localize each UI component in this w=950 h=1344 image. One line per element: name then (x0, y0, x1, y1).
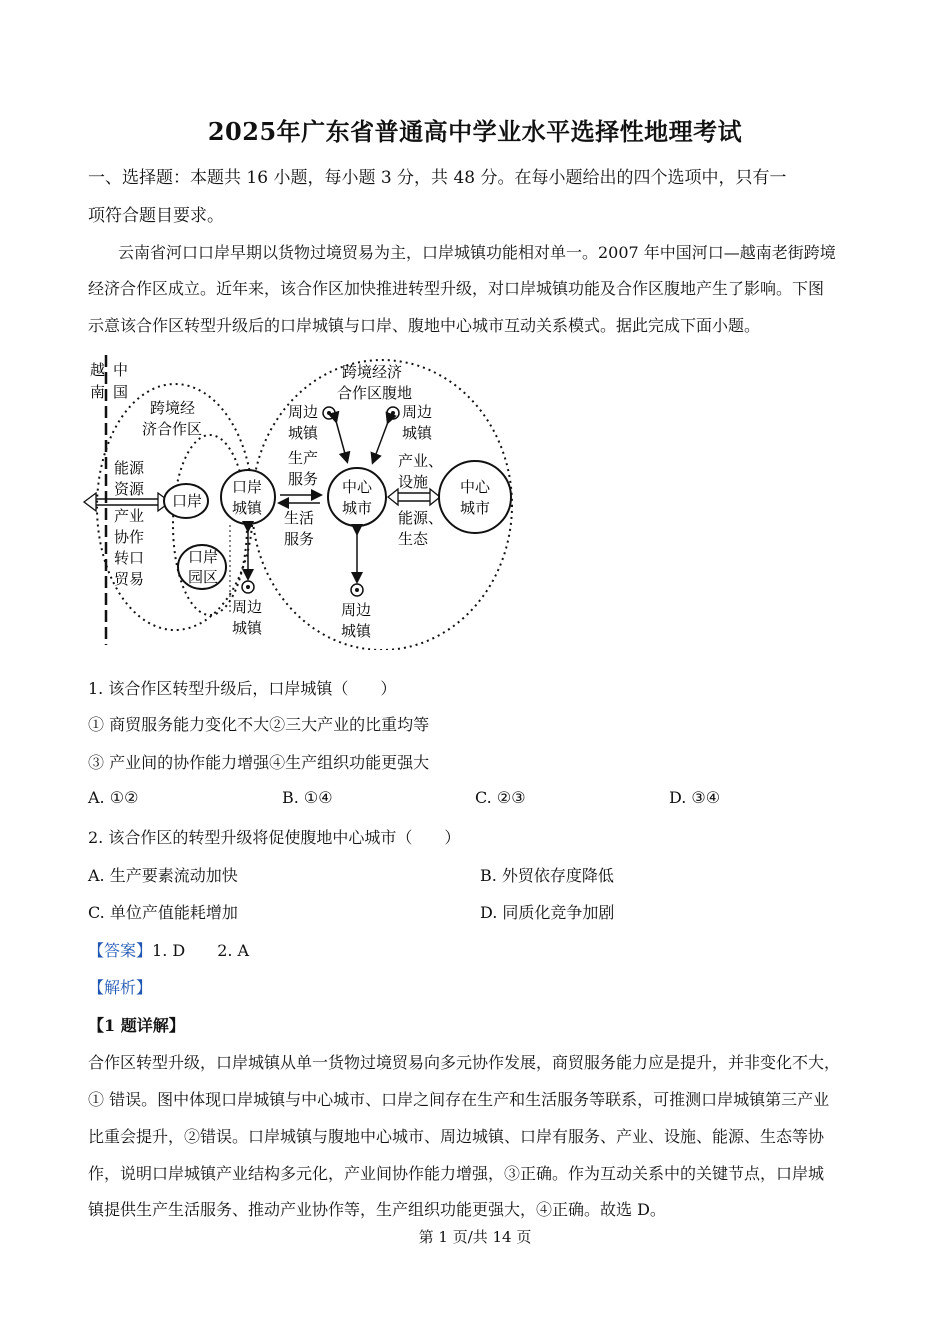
center-city-label-1: 中心 (342, 478, 373, 496)
answer-line (88, 938, 249, 961)
q1-stem: 1. 该合作区转型升级后，口岸城镇（ ） (88, 679, 397, 698)
q1-option-d: D. ③④ (669, 788, 721, 807)
label-china-1: 中 (113, 361, 129, 379)
hinterland-label-1: 跨境经济 (342, 363, 403, 381)
q2-option-a: A. 生产要素流动加快 (88, 866, 238, 885)
passage-line-1: 云南省河口口岸早期以货物过境贸易为主，口岸城镇功能相对单一。2007 年中国河口—越南老街跨境 (118, 243, 836, 262)
q2-option-c: C. 单位产值能耗增加 (88, 903, 238, 922)
town-top-right-label-1: 周边 (402, 403, 433, 421)
q1-detail-heading: 【1 题详解】 (88, 1016, 185, 1035)
town-top-left-label-1: 周边 (288, 403, 319, 421)
industry-label-4: 贸易 (114, 570, 145, 588)
energy-ecology-label-1: 能源、 (398, 509, 444, 527)
town-bottom-middle-label-2: 城镇 (341, 622, 372, 640)
explanation-line-3: 比重会提升，②错误。口岸城镇与腹地中心城市、周边城镇、口岸有服务、产业、设施、能源、生态等协 (88, 1127, 825, 1146)
hinterland-label-2: 合作区腹地 (337, 384, 413, 402)
life-service-label-1: 生活 (284, 509, 315, 527)
label-china-2: 国 (113, 383, 129, 401)
q1-option-a: A. ①② (88, 788, 139, 807)
explanation-line-4: 作，说明口岸城镇产业结构多元化，产业间协作能力增强，③正确。作为互动关系中的关键节点，口岸城 (88, 1164, 825, 1183)
explanation-line-1: 合作区转型升级，口岸城镇从单一货物过境贸易向多元协作发展，商贸服务能力应是提升，并非变化不大， (88, 1053, 841, 1072)
passage-line-2: 经济合作区成立。近年来，该合作区加快推进转型升级，对口岸城镇功能及合作区腹地产生了影响。下图 (88, 279, 825, 298)
industry-label-1: 产业 (114, 507, 145, 525)
label-vietnam-2: 南 (90, 383, 106, 401)
page-footer: 第 1 页/共 14 页 (418, 1228, 532, 1246)
center-city-label-2: 城市 (342, 499, 373, 517)
production-service-label-2: 服务 (288, 470, 319, 488)
town-top-left-label-2: 城镇 (288, 424, 319, 442)
q2-stem: 2. 该合作区的转型升级将促使腹地中心城市（ ） (88, 828, 461, 847)
town-top-right-label-2: 城镇 (402, 424, 433, 442)
center-city-2-label-1: 中心 (460, 478, 491, 496)
life-service-label-2: 服务 (284, 530, 315, 548)
q1-option-c: C. ②③ (475, 788, 526, 807)
label-vietnam-1: 越 (90, 361, 106, 379)
q1-option-b: B. ①④ (282, 788, 333, 807)
port-park-label-2: 园区 (188, 568, 219, 586)
energy-label-2: 资源 (114, 480, 145, 498)
zone-label-2: 济合作区 (142, 420, 203, 438)
port-label: 口岸 (172, 492, 203, 510)
center-city-2-node (439, 461, 511, 533)
town-bottom-left-label-2: 城镇 (232, 619, 263, 637)
q2-option-b: B. 外贸依存度降低 (480, 866, 614, 885)
energy-label-1: 能源 (114, 459, 145, 477)
port-town-label-2: 城镇 (232, 499, 263, 517)
interaction-diagram (80, 345, 530, 650)
q1-statements-1: ① 商贸服务能力变化不大②三大产业的比重均等 (88, 715, 430, 734)
explanation-line-5: 镇提供生产生活服务、推动产业协作等，生产组织功能更强大，④正确。故选 D。 (88, 1200, 666, 1219)
industry-label-3: 转口 (114, 549, 145, 567)
industry-label-2: 协作 (114, 528, 145, 546)
analysis-label: 【解析】 (88, 978, 153, 997)
page-title: 2025年广东省普通高中学业水平选择性地理考试 (207, 117, 743, 146)
center-city-2-label-2: 城市 (460, 499, 491, 517)
answer-label: 【答案】 (88, 941, 153, 960)
industry-facility-label-2: 设施 (398, 473, 429, 491)
production-service-label-1: 生产 (288, 449, 319, 467)
energy-ecology-label-2: 生态 (398, 530, 429, 548)
port-park-label-1: 口岸 (188, 548, 219, 566)
center-city-node (328, 468, 386, 526)
q2-option-d: D. 同质化竞争加剧 (480, 903, 615, 922)
explanation-line-2: ① 错误。图中体现口岸城镇与中心城市、口岸之间存在生产和生活服务等联系，可推测口岸城镇第三产业 (88, 1090, 830, 1109)
zone-label-1: 跨境经 (150, 399, 196, 417)
town-bottom-left-label-1: 周边 (232, 598, 263, 616)
passage-line-3: 示意该合作区转型升级后的口岸城镇与口岸、腹地中心城市互动关系模式。据此完成下面小题。 (88, 316, 761, 335)
section-instructions-line2: 项符合题目要求。 (88, 206, 224, 226)
industry-facility-label-1: 产业、 (398, 452, 444, 470)
port-town-label-1: 口岸 (232, 478, 263, 496)
q1-statements-2: ③ 产业间的协作能力增强④生产组织功能更强大 (88, 753, 430, 772)
town-bottom-middle-label-1: 周边 (341, 601, 372, 619)
answer-text: 1. D 2. A (152, 941, 250, 960)
section-instructions-line1: 一、选择题：本题共 16 小题，每小题 3 分，共 48 分。在每小题给出的四个选项中，只有一 (88, 168, 787, 188)
